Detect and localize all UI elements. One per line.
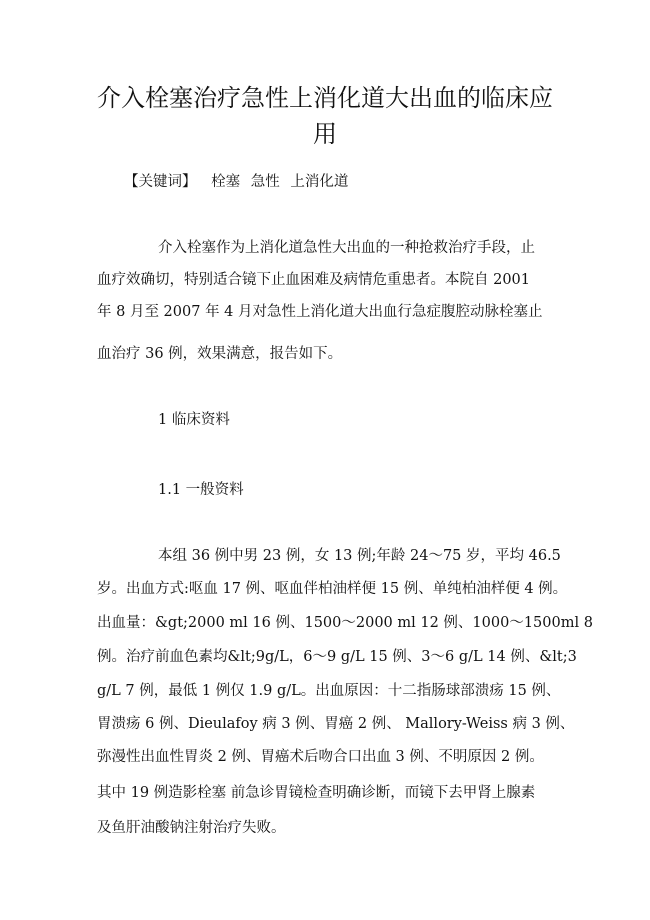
body-line: g/L 7 例，最低 1 例仅 1.9 g/L。出血原因：十二指肠球部溃疡 15 例、 [97,683,561,699]
body-line: 岁。出血方式:呕血 17 例、呕血伴柏油样便 15 例、单纯柏油样便 4 例。 [97,581,568,597]
body-line: 胃溃疡 6 例、Dieulafoy 病 3 例、胃癌 2 例、 Mallory-Weiss 病 3 例、 [97,716,575,732]
title-line-2: 用 [313,120,337,148]
intro-line: 血治疗 36 例，效果满意，报告如下。 [97,346,343,362]
body-line: 例。治疗前血色素均&lt;9g/L，6～9 g/L 15 例、3～6 g/L 14 例、&lt;3 [97,649,577,665]
section-heading: 1 临床资料 [158,412,230,428]
document-title [90,80,560,152]
keyword: 上消化道 [290,174,349,190]
keywords-label: 【关键词】 [124,174,197,190]
body-line: 本组 36 例中男 23 例，女 13 例;年龄 24～75 岁，平均 46.5 [158,548,561,564]
body-line: 其中 19 例造影栓塞 前急诊胃镜检查明确诊断，而镜下去甲肾上腺素 [97,785,536,801]
body-line: 及鱼肝油酸钠注射治疗失败。 [97,820,286,836]
body-line: 出血量：&gt;2000 ml 16 例、1500～2000 ml 12 例、1000～1500ml 8 [97,615,593,631]
keyword: 急性 [250,174,280,190]
title-line-1: 介入栓塞治疗急性上消化道大出血的临床应 [97,84,553,112]
keyword: 栓塞 [211,174,241,190]
intro-line: 年 8 月至 2007 年 4 月对急性上消化道大出血行急症腹腔动脉栓塞止 [97,304,543,320]
intro-line: 血疗效确切，特别适合镜下止血困难及病情危重患者。本院自 2001 [97,272,531,288]
body-line: 弥漫性出血性胃炎 2 例、胃癌术后吻合口出血 3 例、不明原因 2 例。 [97,749,544,765]
keywords-line [124,171,354,193]
intro-line: 介入栓塞作为上消化道急性大出血的一种抢救治疗手段，止 [158,240,535,256]
subsection-heading: 1.1 一般资料 [158,482,244,498]
